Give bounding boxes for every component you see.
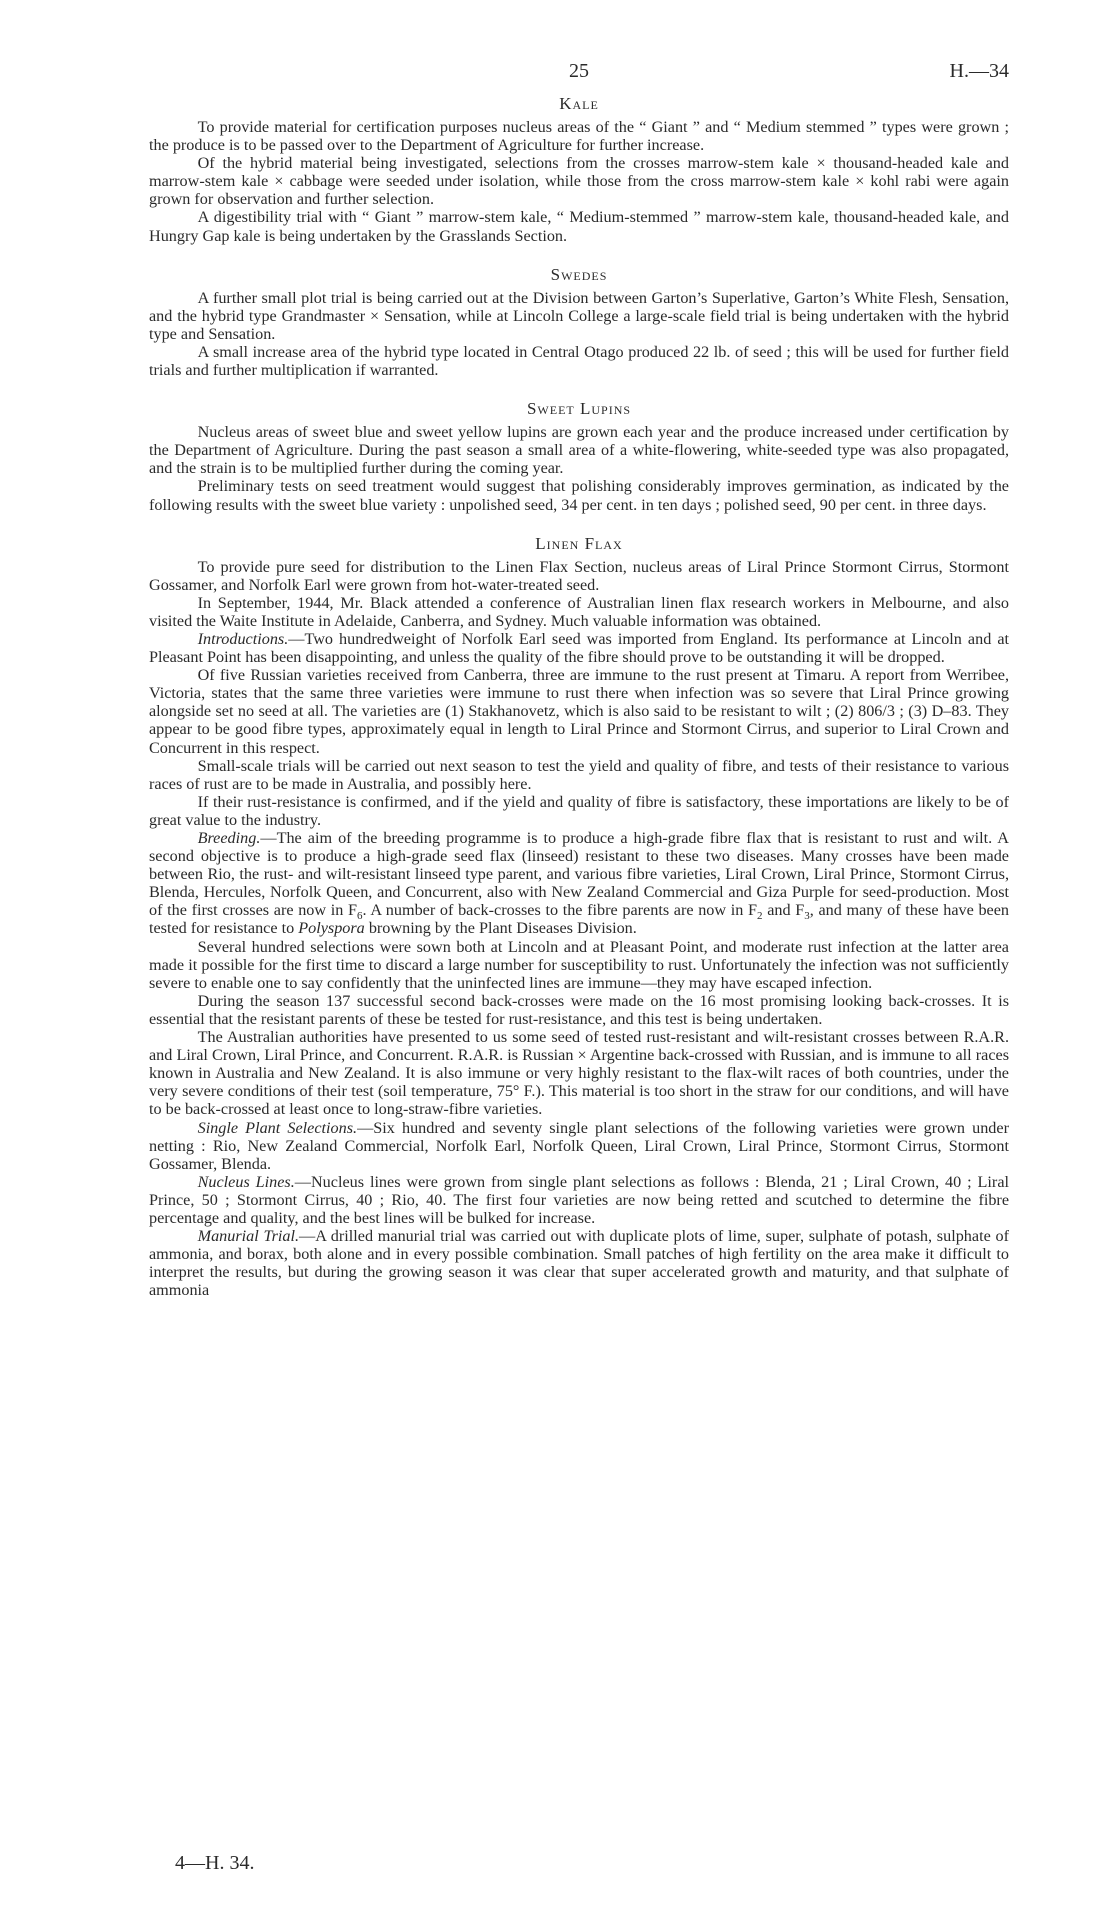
paragraph: Several hundred selections were sown both at Lincoln and at Pleasant Point, and moderate rust infection at the latter area made it possible for the first time to discard a large number for susceptibility to rust. Unfortunately the infection was not sufficiently severe to enable one to say confidently that the uninfected lines are immune—they may have escaped infection. <box>149 937 1009 992</box>
paragraph-text: —A drilled manurial trial was carried out with duplicate plots of lime, super, sulphate of potash, sulphate of ammonia, and borax, both alone and in every possible combination. Small patches of high fertility on the area make it difficult to interpret the results, but during the growing season it was clear that super accelerated growth and maturity, and that sulphate of ammonia <box>149 1227 1009 1300</box>
paragraph-text: and F <box>762 901 805 920</box>
section-heading-swedes: Swedes <box>550 264 608 284</box>
section-heading-kale: Kale <box>559 94 599 113</box>
paragraph-text: . A number of back-crosses to the fibre parents are now in F <box>362 901 758 920</box>
paragraph: During the season 137 successful second back-crosses were made on the 16 most promising looking back-crosses. It is essential that the resistant parents of these be tested for rust-resistance, and this test is being undertaken. <box>149 991 1009 1028</box>
run-in-heading: Introductions. <box>197 629 289 648</box>
run-in-heading: Nucleus Lines. <box>197 1172 295 1191</box>
paragraph: In September, 1944, Mr. Black attended a conference of Australian linen flax research workers in Melbourne, and also visited the Waite Institute in Adelaide, Canberra, and Sydney. Much valuable information was obtained. <box>149 593 1009 630</box>
paragraph: To provide material for certification purposes nucleus areas of the “ Giant ” and “ Medium stemmed ” types were grown ; the produce is to be passed over to the Department of Agriculture for further increase. <box>149 118 1009 155</box>
run-in-heading: Breeding. <box>197 829 261 847</box>
paragraph: Small-scale trials will be carried out next season to test the yield and quality of fibre, and tests of their resistance to various races of rust are to be made in Australia, and possibly here. <box>149 756 1009 793</box>
paragraph: If their rust-resistance is confirmed, and if the yield and quality of fibre is satisfactory, these importations are likely to be of great value to the industry. <box>149 792 1009 829</box>
paragraph: The Australian authorities have presented to us some seed of tested rust-resistant and wilt-resistant crosses between R.A.R. and Liral Crown, Liral Prince, and Concurrent. R.A.R. is Russian × Argentine back-crossed with Russian, and is immune to all races known in Australia and New Zealand. It is also immune or very highly resistant to the flax-wilt races of both countries, under the very severe conditions of their test (soil temperature, 75° F.). This material is too short in the straw for our conditions, and will have to be back-crossed at least once to long-straw-fibre varieties. <box>149 1028 1009 1119</box>
section-heading-sweet-lupins: Sweet Lupins <box>526 399 632 419</box>
paragraph-introductions <box>149 630 1009 666</box>
paragraph-single-plant-selections <box>149 1119 1009 1173</box>
paragraph: To provide pure seed for distribution to the Linen Flax Section, nucleus areas of Liral Prince Stormont Cirrus, Stormont Gossamer, and Norfolk Earl were grown from hot-water-treated seed. <box>149 557 1009 594</box>
run-in-heading: Single Plant Selections. <box>197 1118 358 1137</box>
paragraph: A small increase area of the hybrid type located in Central Otago produced 22 lb. of seed ; this will be used for further field trials and further multiplication if warranted. <box>149 342 1009 380</box>
document-page <box>149 60 1009 1299</box>
run-in-heading: Manurial Trial. <box>197 1227 300 1246</box>
subscript: 3 <box>804 910 810 923</box>
paragraph-manurial-trial <box>149 1227 1009 1299</box>
paragraph-text: browning by the Plant Diseases Division. <box>364 919 637 938</box>
italic-term: Polyspora <box>298 919 365 938</box>
subscript: 6 <box>357 910 363 923</box>
paragraph-breeding <box>149 829 1009 938</box>
page-header <box>149 60 1009 92</box>
paragraph: Preliminary tests on seed treatment would suggest that polishing considerably improves germination, as indicated by the following results with the sweet blue variety : unpolished seed, 34 per cent. in ten days ; polished seed, 90 per cent. in three days. <box>149 477 1009 514</box>
paragraph: Of the hybrid material being investigated, selections from the crosses marrow-stem kale × thousand-headed kale and marrow-stem kale × cabbage were seeded under isolation, while those from the cross marrow-stem kale × kohl rabi were again grown for observation and further selection. <box>149 154 1009 209</box>
subscript: 2 <box>757 910 763 923</box>
paragraph-nucleus-lines <box>149 1173 1009 1227</box>
document-reference: H.—34 <box>949 60 1009 82</box>
paragraph: Nucleus areas of sweet blue and sweet yellow lupins are grown each year and the produce increased under certification by the Department of Agriculture. During the past season a small area of a white-flowering, white-seeded type was also propagated, and the strain is to be multiplied further during the coming year. <box>149 423 1009 478</box>
section-heading-linen-flax: Linen Flax <box>535 533 623 553</box>
paragraph-text: —Two hundredweight of Norfolk Earl seed was imported from England. Its performance at Lincoln and at Pleasant Point has been disappointing, and unless the quality of the fibre should prove to be outstanding it will be dropped. <box>149 629 1009 667</box>
paragraph: Of five Russian varieties received from Canberra, three are immune to the rust present at Timaru. A report from Werribee, Victoria, states that the same three varieties were immune to rust there when infection was so severe that Liral Prince growing alongside set no seed at all. The varieties are (1) Stakhanovetz, which is also said to be resistant to wilt ; (2) 806/3 ; (3) D–83. They appear to be good fibre types, approximately equal in length to Liral Prince and Stormont Cirrus, and superior to Liral Crown and Concurrent in this respect. <box>149 666 1009 757</box>
paragraph-text: —The aim of the breeding programme is to produce a high-grade fibre flax that is resistant to rust and wilt. A second objective is to produce a high-grade seed flax (linseed) resistant to these two diseases. Many crosses have been made between Rio, the rust- and wilt-resistant linseed type parent, and various fibre varieties, Liral Crown, Liral Prince, Stormont Cirrus, Blenda, Hercules, Norfolk Queen, and Concurrent, also with New Zealand Commercial and Giza Purple for seed-production. Most of the first crosses are now in F <box>149 829 1009 920</box>
page-number: 25 <box>569 60 589 82</box>
paragraph: A digestibility trial with “ Giant ” marrow-stem kale, “ Medium-stemmed ” marrow-stem kale, thousand-headed kale, and Hungry Gap kale is being undertaken by the Grasslands Section. <box>149 208 1009 245</box>
paragraph-text: —Six hundred and seventy single plant selections of the following varieties were grown under netting : Rio, New Zealand Commercial, Norfolk Earl, Norfolk Queen, Liral Crown, Liral Prince, Stormont Cirrus, Stormont Gossamer, Blenda. <box>149 1118 1009 1173</box>
page-signature: 4—H. 34. <box>175 1852 255 1874</box>
paragraph: A further small plot trial is being carried out at the Division between Garton’s Superlative, Garton’s White Flesh, Sensation, and the hybrid type Grandmaster × Sensation, while at Lincoln College a large-scale field trial is being undertaken with the hybrid type and Sensation. <box>149 288 1009 343</box>
paragraph-text: —Nucleus lines were grown from single plant selections as follows : Blenda, 21 ; Liral Crown, 40 ; Liral Prince, 50 ; Stormont Cirrus, 40 ; Rio, 40. The first four varieties are now being retted and scutched to determine the fibre percentage and quality, and the best lines will be bulked for increase. <box>149 1172 1010 1227</box>
paragraph-text: , and many of these have been tested for resistance to <box>149 901 1010 938</box>
